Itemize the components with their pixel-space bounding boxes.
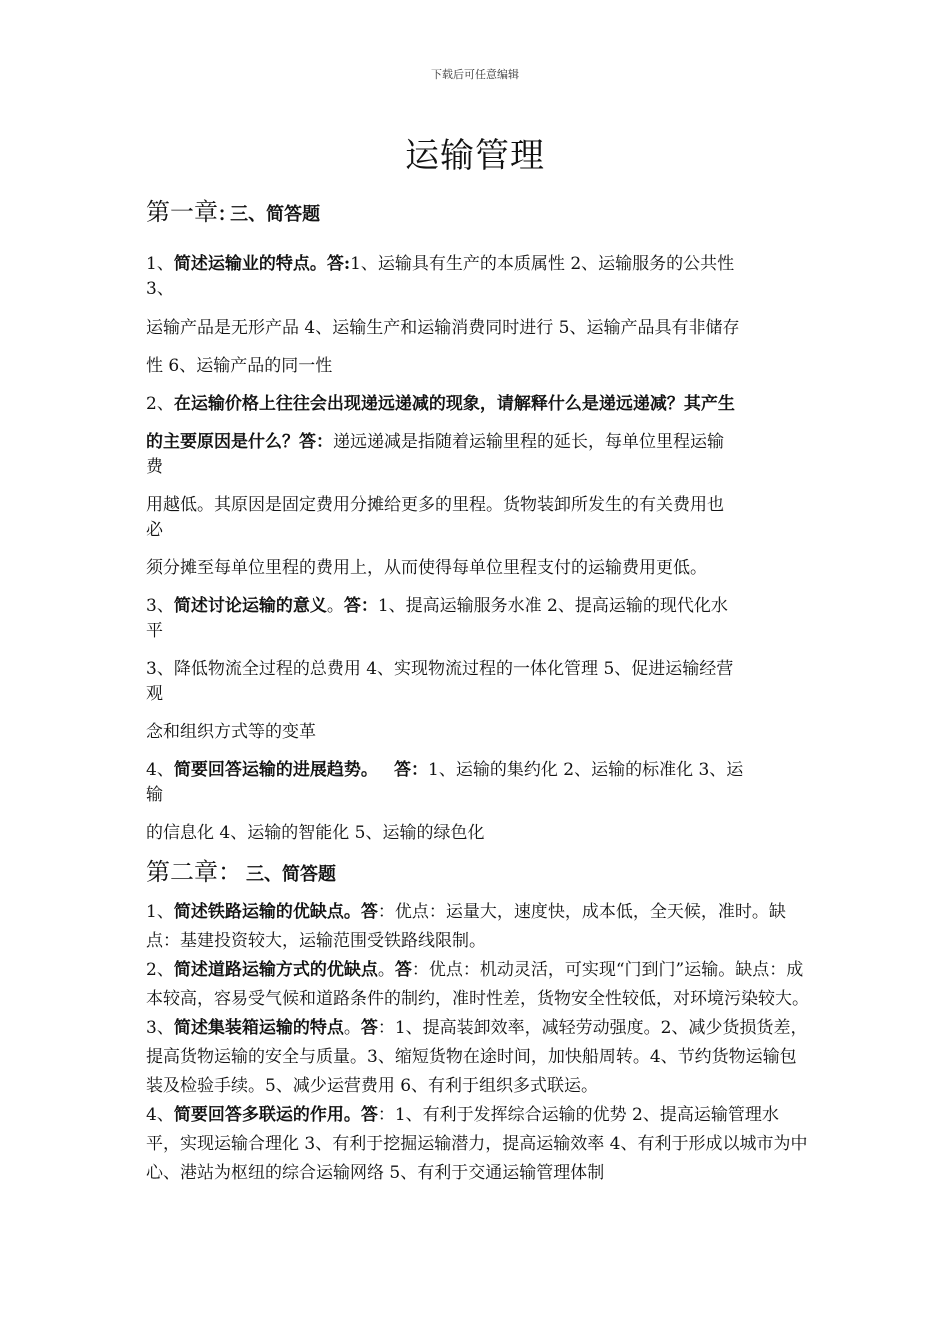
ch2-q2-answer: ：优点：机动灵活，可实现“门到门”运输。缺点：成本较高，容易受气候和道路条件的制约，准时性差，货物安全性较低，对环境污染较大。 <box>146 960 809 1009</box>
ch1-q3-line1b: 平 <box>146 621 163 641</box>
ch1-q4-answer-label: 答： <box>394 760 429 780</box>
ch1-q4-num: 4、 <box>146 760 174 780</box>
ch1-q3-answer-label: 答： <box>343 596 378 616</box>
chapter1-heading <box>146 197 812 230</box>
ch1-q3-line2b: 观 <box>146 684 163 704</box>
ch1-q2-line2 <box>146 430 812 455</box>
ch2-q1-num: 1、 <box>146 902 174 922</box>
chapter1-heading-sub: 三、简答题 <box>230 204 321 225</box>
ch1-q2-question-part1: 在运输价格上往往会出现递远递减的现象，请解释什么是递远递减？其产生 <box>173 394 735 414</box>
ch2-q4 <box>146 1101 812 1188</box>
ch2-q3-question: 简述集装箱运输的特点 <box>173 1018 344 1038</box>
ch2-q2-num: 2、 <box>146 960 174 980</box>
chapter2-heading-main: 第二章： <box>146 858 242 886</box>
ch1-q4-line1 <box>146 758 812 783</box>
ch2-q3 <box>146 1014 812 1101</box>
chapter2-heading-sub: 三、简答题 <box>246 864 336 885</box>
ch1-q2-line4: 须分摊至每单位里程的费用上，从而使得每单位里程支付的运输费用更低。 <box>146 558 707 578</box>
chapter1-heading-main: 第一章: <box>146 198 227 226</box>
ch1-q4-question: 简要回答运输的进展趋势。 <box>173 760 378 780</box>
ch2-q1-answer: ：优点：运量大，速度快，成本低，全天候，准时。缺点：基建投资较大，运输范围受铁路线限制。 <box>146 902 786 951</box>
header-note: 下载后可任意编辑 <box>431 68 519 81</box>
ch2-q3-num: 3、 <box>146 1018 174 1038</box>
ch2-q4-answer: ：1、有利于发挥综合运输的优势 2、提高运输管理水平，实现运输合理化 3、有利于挖掘运输潜力，提高运输效率 4、有利于形成以城市为中心、港站为枢纽的综合运输网络 5、有利于交通运输管理体制 <box>146 1105 808 1183</box>
ch1-q3-line2: 3、降低物流全过程的总费用 4、实现物流过程的一体化管理 5、促进运输经营 <box>146 659 734 679</box>
ch1-q2-line3b: 必 <box>146 520 163 540</box>
ch1-q1-line1b: 3、 <box>146 279 174 299</box>
ch2-q4-num: 4、 <box>146 1105 174 1125</box>
ch1-q1-question: 简述运输业的特点。答: <box>173 254 351 274</box>
ch1-q2-answer-part1: 递远递减是指随着运输里程的延长，每单位里程运输 <box>333 432 724 452</box>
ch1-q3-line3: 念和组织方式等的变革 <box>146 722 316 742</box>
ch2-q2-sep: 。 <box>377 960 395 980</box>
document-title: 运输管理 <box>405 136 545 176</box>
ch2-q4-question: 简要回答多联运的作用。答 <box>173 1105 378 1125</box>
ch1-q4-answer-part1: 1、运输的集约化 2、运输的标准化 3、运 <box>428 760 744 780</box>
ch2-q2 <box>146 956 812 1014</box>
ch2-q1 <box>146 898 812 956</box>
ch1-q1-line2: 运输产品是无形产品 4、运输生产和运输消费同时进行 5、运输产品具有非储存 <box>146 318 740 338</box>
ch1-q1-line1 <box>146 252 812 277</box>
ch1-q1-num: 1、 <box>146 254 174 274</box>
ch1-q3-line1 <box>146 594 812 619</box>
ch2-q3-answer-label: 答 <box>360 1018 378 1038</box>
ch1-q3-answer-part1: 1、提高运输服务水准 2、提高运输的现代化水 <box>377 596 728 616</box>
ch1-q3-sep: 。 <box>326 596 344 616</box>
ch1-q1-answer-part1: 1、运输具有生产的本质属性 2、运输服务的公共性 <box>350 254 735 274</box>
ch1-q2-line1 <box>146 392 812 417</box>
ch1-q2-num: 2、 <box>146 394 174 414</box>
ch2-q1-question: 简述铁路运输的优缺点。答 <box>173 902 378 922</box>
ch1-q1-line3: 性 6、运输产品的同一性 <box>146 356 333 376</box>
ch1-q4-line2: 的信息化 4、运输的智能化 5、运输的绿色化 <box>146 823 485 843</box>
ch2-q2-answer-label: 答 <box>394 960 412 980</box>
ch2-q2-question: 简述道路运输方式的优缺点 <box>173 960 378 980</box>
ch1-q4-line1b: 输 <box>146 785 163 805</box>
ch1-q2-line3: 用越低。其原因是固定费用分摊给更多的里程。货物装卸所发生的有关费用也 <box>146 495 724 515</box>
ch1-q2-question-part2: 的主要原因是什么？答： <box>146 432 333 452</box>
ch1-q3-num: 3、 <box>146 596 174 616</box>
ch2-q3-sep: 。 <box>343 1018 361 1038</box>
chapter2-heading <box>146 857 812 890</box>
chapter1-section <box>146 197 812 846</box>
ch2-q3-answer: ：1、提高装卸效率，减轻劳动强度。2、减少货损货差，提高货物运输的安全与质量。3、缩短货物在途时间，加快船周转。4、节约货物运输包装及检验手续。5、减少运营费用 6、有利于组织多式联运。 <box>146 1018 808 1096</box>
chapter2-section <box>146 857 812 1188</box>
ch1-q3-question: 简述讨论运输的意义 <box>173 596 327 616</box>
ch1-q2-line2b: 费 <box>146 457 163 477</box>
